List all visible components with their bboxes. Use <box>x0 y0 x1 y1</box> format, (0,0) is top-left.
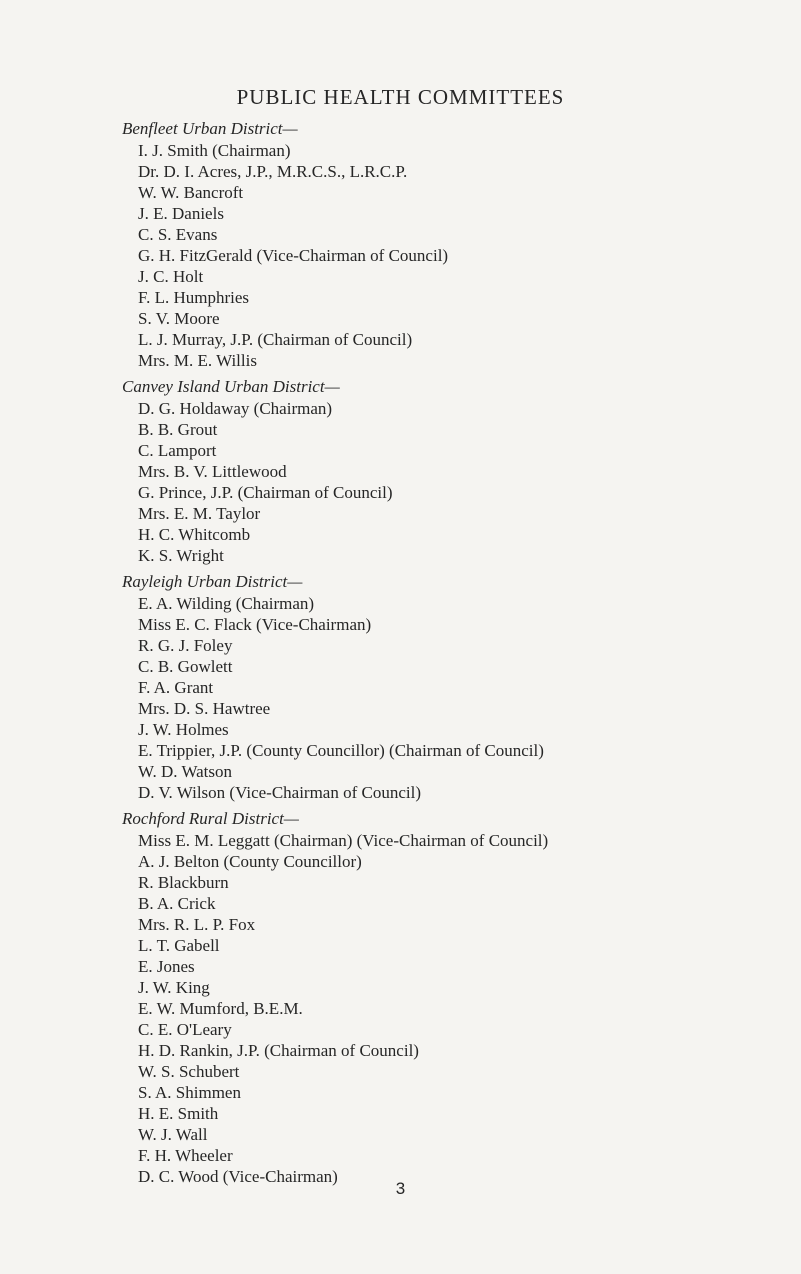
member-name: S. V. Moore <box>138 309 220 328</box>
member-name: D. G. Holdaway (Chairman) <box>138 399 333 418</box>
member-name: H. D. Rankin, J.P. (Chairman of Council) <box>138 1041 419 1060</box>
member-name: I. J. Smith (Chairman) <box>138 141 291 160</box>
member-name: F. H. Wheeler <box>138 1146 233 1165</box>
member-name: E. A. Wilding (Chairman) <box>138 594 315 613</box>
member-list <box>122 140 792 371</box>
member-name: G. Prince, J.P. (Chairman of Council) <box>138 483 393 502</box>
member-name: J. W. King <box>138 978 210 997</box>
member-name: J. C. Holt <box>138 267 204 286</box>
member-name: D. V. Wilson (Vice-Chairman of Council) <box>138 783 422 802</box>
member-name: E. Jones <box>138 957 195 976</box>
member-name: K. S. Wright <box>138 546 224 565</box>
member-name: B. B. Grout <box>138 420 218 439</box>
member-name: B. A. Crick <box>138 894 216 913</box>
member-name: W. S. Schubert <box>138 1062 240 1081</box>
member-name: Miss E. C. Flack (Vice-Chairman) <box>138 615 372 634</box>
member-name: W. D. Watson <box>138 762 233 781</box>
district-section-rayleigh <box>122 571 792 803</box>
member-name: Miss E. M. Leggatt (Chairman) (Vice-Chairman of Council) <box>138 831 549 850</box>
member-name: H. C. Whitcomb <box>138 525 251 544</box>
member-name: F. A. Grant <box>138 678 214 697</box>
member-name: C. Lamport <box>138 441 217 460</box>
member-name: S. A. Shimmen <box>138 1083 241 1102</box>
member-name: J. W. Holmes <box>138 720 229 739</box>
member-name: L. T. Gabell <box>138 936 220 955</box>
committee-listing <box>122 118 792 1192</box>
member-name: G. H. FitzGerald (Vice-Chairman of Council) <box>138 246 449 265</box>
page-title: PUBLIC HEALTH COMMITTEES <box>236 85 565 109</box>
member-name: Mrs. R. L. P. Fox <box>138 915 256 934</box>
district-section-canvey-island <box>122 376 792 566</box>
member-name: Mrs. E. M. Taylor <box>138 504 261 523</box>
district-section-benfleet <box>122 118 792 371</box>
member-list <box>122 830 792 1187</box>
member-name: E. W. Mumford, B.E.M. <box>138 999 303 1018</box>
member-name: Mrs. M. E. Willis <box>138 351 257 370</box>
member-name: C. B. Gowlett <box>138 657 233 676</box>
member-name: C. S. Evans <box>138 225 218 244</box>
district-section-rochford <box>122 808 792 1187</box>
district-heading: Benfleet Urban District— <box>122 119 298 138</box>
page-number: 3 <box>395 1179 406 1198</box>
district-heading: Rayleigh Urban District— <box>122 572 303 591</box>
member-name: W. J. Wall <box>138 1125 208 1144</box>
member-name: R. Blackburn <box>138 873 229 892</box>
member-name: F. L. Humphries <box>138 288 250 307</box>
district-heading: Rochford Rural District— <box>122 809 299 828</box>
member-name: C. E. O'Leary <box>138 1020 232 1039</box>
member-name: D. C. Wood (Vice-Chairman) <box>138 1167 338 1186</box>
member-name: W. W. Bancroft <box>138 183 244 202</box>
member-list <box>122 398 792 566</box>
member-name: L. J. Murray, J.P. (Chairman of Council) <box>138 330 413 349</box>
district-heading: Canvey Island Urban District— <box>122 377 340 396</box>
member-name: R. G. J. Foley <box>138 636 233 655</box>
member-name: Mrs. D. S. Hawtree <box>138 699 271 718</box>
member-name: J. E. Daniels <box>138 204 224 223</box>
member-list <box>122 593 792 803</box>
member-name: Mrs. B. V. Littlewood <box>138 462 287 481</box>
member-name: H. E. Smith <box>138 1104 219 1123</box>
member-name: Dr. D. I. Acres, J.P., M.R.C.S., L.R.C.P. <box>138 162 408 181</box>
member-name: A. J. Belton (County Councillor) <box>138 852 362 871</box>
member-name: E. Trippier, J.P. (County Councillor) (Chairman of Council) <box>138 741 544 760</box>
